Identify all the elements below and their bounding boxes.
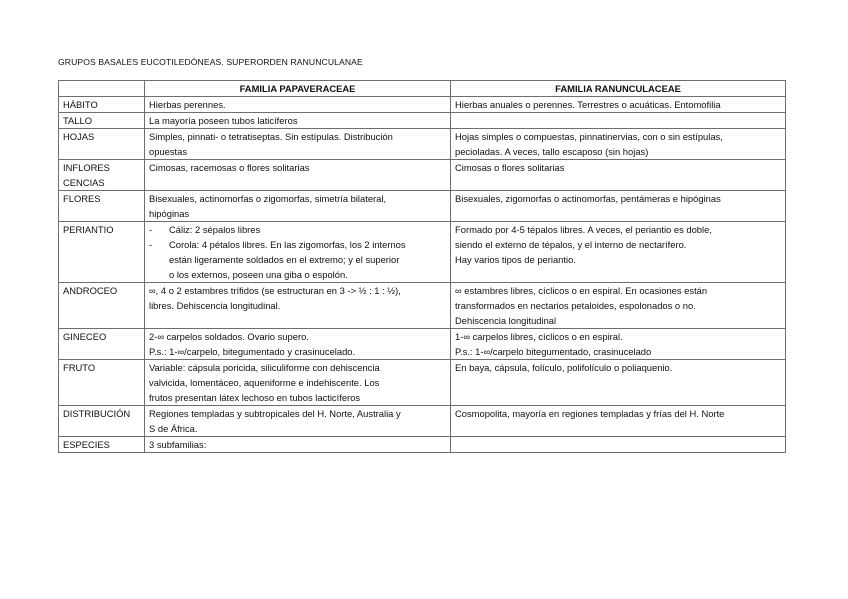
row-label-inflorescencias <box>59 160 145 191</box>
comparison-table <box>58 80 786 453</box>
cell-papaveraceae-tallo <box>145 113 451 129</box>
text-line: Cimosas o flores solitarias <box>455 162 565 173</box>
cell-papaveraceae-flores <box>145 191 451 222</box>
text-line: En baya, cápsula, folículo, polifolículo o poliaquenio. <box>455 362 673 373</box>
list-dash: - <box>149 224 153 235</box>
header-papaveraceae: FAMILIA PAPAVERACEAE <box>145 81 451 97</box>
cell-papaveraceae-gineceo <box>145 329 451 360</box>
text-line: P.s.: 1-∞/carpelo bitegumentado, crasinucelado <box>455 346 652 357</box>
cell-ranunculaceae-inflorescencias <box>451 160 786 191</box>
cell-papaveraceae-fruto <box>145 360 451 406</box>
text-line: Hierbas perennes. <box>149 99 226 110</box>
text-line: CENCIAS <box>63 177 105 188</box>
row-gineceo <box>59 329 786 360</box>
row-label-periantio: PERIANTIO <box>59 222 145 283</box>
text-line: Bisexuales, zigomorfas o actinomorfas, pentámeras e hipóginas <box>455 193 721 204</box>
text-line: hipóginas <box>149 208 190 219</box>
text-line: INFLORES <box>63 162 110 173</box>
row-hojas <box>59 129 786 160</box>
text-line: o los externos, poseen una giba o espolón. <box>169 269 348 280</box>
row-label-flores: FLORES <box>59 191 145 222</box>
list-item <box>149 237 446 282</box>
periantio-list <box>149 222 446 282</box>
cell-papaveraceae-distribucion <box>145 406 451 437</box>
text-line: pecioladas. A veces, tallo escaposo (sin hojas) <box>455 146 649 157</box>
cell-ranunculaceae-fruto <box>451 360 786 406</box>
text-line: Bisexuales, actinomorfas o zigomorfas, simetría bilateral, <box>149 193 387 204</box>
cell-ranunculaceae-androceo <box>451 283 786 329</box>
text-line: Dehiscencia longitudinal <box>455 315 557 326</box>
row-label-distribucion: DISTRIBUCIÓN <box>59 406 145 437</box>
row-habito <box>59 97 786 113</box>
row-inflorescencias <box>59 160 786 191</box>
text-line: Hierbas anuales o perennes. Terrestres o acuáticas. Entomofilia <box>455 99 721 110</box>
text-line: La mayoría poseen tubos laticíferos <box>149 115 298 126</box>
row-label-hojas: HOJAS <box>59 129 145 160</box>
row-especies <box>59 437 786 453</box>
text-line: Regiones templadas y subtropicales del H. Norte, Australia y <box>149 408 401 419</box>
text-line: Cosmopolita, mayoría en regiones templadas y frías del H. Norte <box>455 408 725 419</box>
row-label-gineceo: GINECEO <box>59 329 145 360</box>
text-line: transformados en nectarios petaloides, espolonados o no. <box>455 300 696 311</box>
cell-ranunculaceae-tallo <box>451 113 786 129</box>
text-line: Hojas simples o compuestas, pinnatinervias, con o sin estípulas, <box>455 131 723 142</box>
header-ranunculaceae: FAMILIA RANUNCULACEAE <box>451 81 786 97</box>
row-androceo <box>59 283 786 329</box>
cell-papaveraceae-androceo <box>145 283 451 329</box>
row-label-habito: HÁBITO <box>59 97 145 113</box>
row-flores <box>59 191 786 222</box>
cell-ranunculaceae-flores <box>451 191 786 222</box>
cell-ranunculaceae-hojas <box>451 129 786 160</box>
row-distribucion <box>59 406 786 437</box>
row-label-tallo: TALLO <box>59 113 145 129</box>
text-line: Cimosas, racemosas o flores solitarias <box>149 162 310 173</box>
text-line: ∞ estambres libres, cíclicos o en espiral. En ocasiones están <box>455 285 708 296</box>
text-line: están ligeramente soldados en el extremo; y el superior <box>169 254 400 265</box>
text-line: Formado por 4-5 tépalos libres. A veces, el periantio es doble, <box>455 224 712 235</box>
row-periantio <box>59 222 786 283</box>
row-fruto <box>59 360 786 406</box>
text-line: 2-∞ carpelos soldados. Ovario supero. <box>149 331 309 342</box>
list-dash: - <box>149 239 153 250</box>
text-line: 1-∞ carpelos libres, cíclicos o en espiral. <box>455 331 623 342</box>
text-line: ∞, 4 o 2 estambres trífidos (se estructuran en 3 -> ½ : 1 : ½), <box>149 285 401 296</box>
text-line: valvicida, lomentáceo, aqueniforme e indehiscente. Los <box>149 377 380 388</box>
text-line: Hay varios tipos de periantio. <box>455 254 576 265</box>
cell-ranunculaceae-distribucion <box>451 406 786 437</box>
text-line: S de África. <box>149 423 198 434</box>
cell-ranunculaceae-periantio <box>451 222 786 283</box>
cell-papaveraceae-periantio <box>145 222 451 283</box>
text-line: libres. Dehiscencia longitudinal. <box>149 300 281 311</box>
text-line: opuestas <box>149 146 188 157</box>
document-title: GRUPOS BASALES EUCOTILEDÓNEAS. SUPERORDEN RANUNCULANAE <box>58 57 363 67</box>
header-row <box>59 81 786 97</box>
cell-papaveraceae-hojas <box>145 129 451 160</box>
cell-ranunculaceae-habito <box>451 97 786 113</box>
row-label-fruto: FRUTO <box>59 360 145 406</box>
text-line: siendo el externo de tépalos, y el interno de nectarífero. <box>455 239 687 250</box>
cell-ranunculaceae-gineceo <box>451 329 786 360</box>
cell-papaveraceae-especies <box>145 437 451 453</box>
text-line: Corola: 4 pétalos libres. En las zigomorfas, los 2 internos <box>169 239 406 250</box>
text-line: 3 subfamilias: <box>149 439 207 450</box>
row-label-especies: ESPECIES <box>59 437 145 453</box>
row-tallo <box>59 113 786 129</box>
cell-papaveraceae-habito <box>145 97 451 113</box>
text-line: Simples, pinnati- o tetratiseptas. Sin estípulas. Distribución <box>149 131 393 142</box>
text-line: frutos presentan látex lechoso en tubos lacticíferos <box>149 392 361 403</box>
cell-papaveraceae-inflorescencias <box>145 160 451 191</box>
list-item <box>149 222 446 237</box>
text-line: Variable: cápsula poricida, siliculiforme con dehiscencia <box>149 362 380 373</box>
header-label-cell <box>59 81 145 97</box>
text-line: Cáliz: 2 sépalos libres <box>169 224 261 235</box>
row-label-androceo: ANDROCEO <box>59 283 145 329</box>
text-line: P.s.: 1-∞/carpelo, bitegumentado y crasinucelado. <box>149 346 356 357</box>
cell-ranunculaceae-especies <box>451 437 786 453</box>
